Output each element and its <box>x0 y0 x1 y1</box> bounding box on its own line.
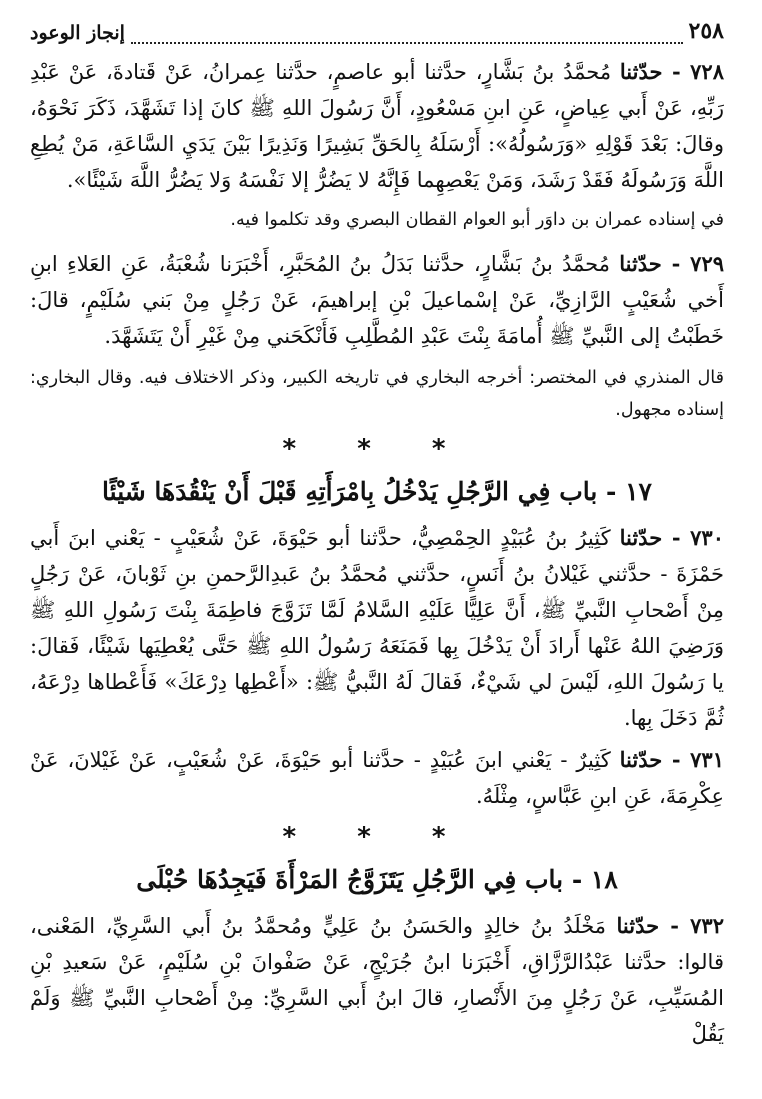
hadith-731 <box>30 742 724 814</box>
hadith-730 <box>30 520 724 736</box>
hadith-number: ٧٢٩ - <box>671 251 725 276</box>
commentary-728: في إسناده عمران بن داوَر أبو العوام القطان البصري وقد تكلموا فيه. <box>230 210 724 230</box>
hadith-text: مَخْلَدُ بنُ خالِدٍ والحَسَنُ بنُ عَلِيٍّ ومُحمَّدُ بنُ أَبي السَّرِيِّ، المَعْنى، قالوا: حدَّثنا عَبْدُالرَّزَّاقِ، أَخْبَرَنا ابنُ جُرَيْجٍ، عَنْ صَفْوانَ بْنِ سُلَيْمٍ، عَنْ سَعيدِ بْنِ المُسَيِّبِ، عَنْ رَجُلٍ مِنَ الأَنْصارِ، قالَ ابنُ أَبي السَّرِيِّ: مِنْ أَصْحابِ النَّبيِّ ﷺ وَلَمْ يَقُلْ <box>30 914 724 1046</box>
page-number: ٢٥٨ <box>688 18 724 44</box>
book-title: إنجاز الوعود <box>30 22 125 44</box>
header-dotted-leader <box>131 28 683 44</box>
hadith-text: مُحمَّدُ بنُ بَشَّارٍ، حدَّثنا أبو عاصمٍ، حدَّثنا عِمرانُ، عَنْ قَتادةَ، عَنْ عَبْدِ رَبِّهِ، عَنْ أَبي عِياضٍ، عَنِ ابنِ مَسْعُودٍ، أَنَّ رَسُولَ اللهِ ﷺ كانَ إذا تَشَهَّدَ، ذَكَرَ نَحْوَهُ، وقالَ: بَعْدَ قَوْلِهِ «وَرَسُولُهُ»: أَرْسَلَهُ بِالحَقِّ بَشِيرًا وَنَذِيرًا بَيْنَ يَدَيِ السَّاعَةِ، مَنْ يُطِعِ اللَّهَ وَرَسُولَهُ فَقَدْ رَشَدَ، وَمَنْ يَعْصِهِما فَإِنَّهُ لا يَضُرُّ إلا نَفْسَهُ وَلا يَضُرُّ اللَّهَ شَيْئًا». <box>30 60 724 192</box>
section-separator: * * * <box>282 822 472 852</box>
hadith-732 <box>30 908 724 1052</box>
hadith-number: ٧٣٠ - <box>671 525 724 550</box>
hadith-729 <box>30 246 724 354</box>
hadith-lead: حدّثنا <box>619 747 663 772</box>
hadith-lead: حدّثنا <box>616 913 660 938</box>
page-header <box>30 14 724 44</box>
chapter-heading-18: ١٨ - باب فِي الرَّجُلِ يَتَزَوَّجُ المَرْأَةَ فَيَجِدُهَا حُبْلَى <box>136 865 618 894</box>
hadith-text: مُحمَّدُ بنُ بَشَّارٍ، حدَّثنا بَدَلُ بنُ المُحَبَّرِ، أَخْبَرَنا شُعْبَةُ، عَنِ العَلاءِ ابنِ أَخي شُعَيْبٍ الرَّازِيِّ، عَنْ إسْماعيلَ بْنِ إبراهيمَ، عَنْ رَجُلٍ مِنْ بَني سُلَيْمٍ، قالَ: خَطَبْتُ إلى النَّبيِّ ﷺ أُمامَةَ بِنْتَ عَبْدِ المُطَّلِبِ فَأَنْكَحَني مِنْ غَيْرِ أَنْ يَتَشَهَّدَ. <box>30 252 724 348</box>
hadith-lead: حدّثنا <box>619 525 663 550</box>
hadith-number: ٧٣١ - <box>671 747 724 772</box>
hadith-lead: حدّثنا <box>619 251 662 276</box>
hadith-text: كَثِيرُ بنُ عُبَيْدٍ الحِمْصِيُّ، حدَّثنا أبو حَيْوَةَ، عَنْ شُعَيْبٍ - يَعْني ابنَ أَبي حَمْزَةَ - حدَّثني غَيْلانُ بنُ أَنَسٍ، حدَّثني مُحمَّدُ بنُ عَبدِالرَّحمنِ بنِ ثَوْبانَ، عَنْ رَجُلٍ مِنْ أَصْحابِ النَّبيِّ ﷺ، أَنَّ عَلِيًّا عَلَيْهِ السَّلامُ لَمَّا تَزَوَّجَ فاطِمَةَ بِنْتَ رَسُولِ اللهِ ﷺ وَرَضِيَ اللهُ عَنْها أَرادَ أَنْ يَدْخُلَ بِها فَمَنَعَهُ رَسُولُ اللهِ ﷺ حَتَّى يُعْطِيَها شَيْئًا، فَقالَ: يا رَسُولَ اللهِ، لَيْسَ لي شَيْءٌ، فَقالَ لَهُ النَّبيُّ ﷺ: «أَعْطِها دِرْعَكَ» فَأَعْطاها دِرْعَهُ، ثُمَّ دَخَلَ بِها. <box>30 526 725 730</box>
commentary-729: قال المنذري في المختصر: أخرجه البخاري في تاريخه الكبير، وذكر الاختلاف فيه. وقال البخاري: إسناده مجهول. <box>30 368 724 420</box>
hadith-lead: حدّثنا <box>619 59 663 84</box>
hadith-number: ٧٣٢ - <box>670 913 724 938</box>
hadith-number: ٧٢٨ - <box>671 59 724 84</box>
chapter-heading-17: ١٧ - باب فِي الرَّجُلِ يَدْخُلُ بِامْرَأَتِهِ قَبْلَ أَنْ يَنْقُدَهَا شَيْئًا <box>102 477 652 506</box>
section-separator: * * * <box>282 434 472 464</box>
hadith-text: كَثِيرٌ - يَعْني ابنَ عُبَيْدٍ - حدَّثنا أبو حَيْوَةَ، عَنْ شُعَيْبٍ، عَنْ غَيْلانَ، عَنْ عِكْرِمَةَ، عَنِ ابنِ عَبَّاسٍ، مِثْلَهُ. <box>30 748 724 808</box>
hadith-728 <box>30 54 724 198</box>
